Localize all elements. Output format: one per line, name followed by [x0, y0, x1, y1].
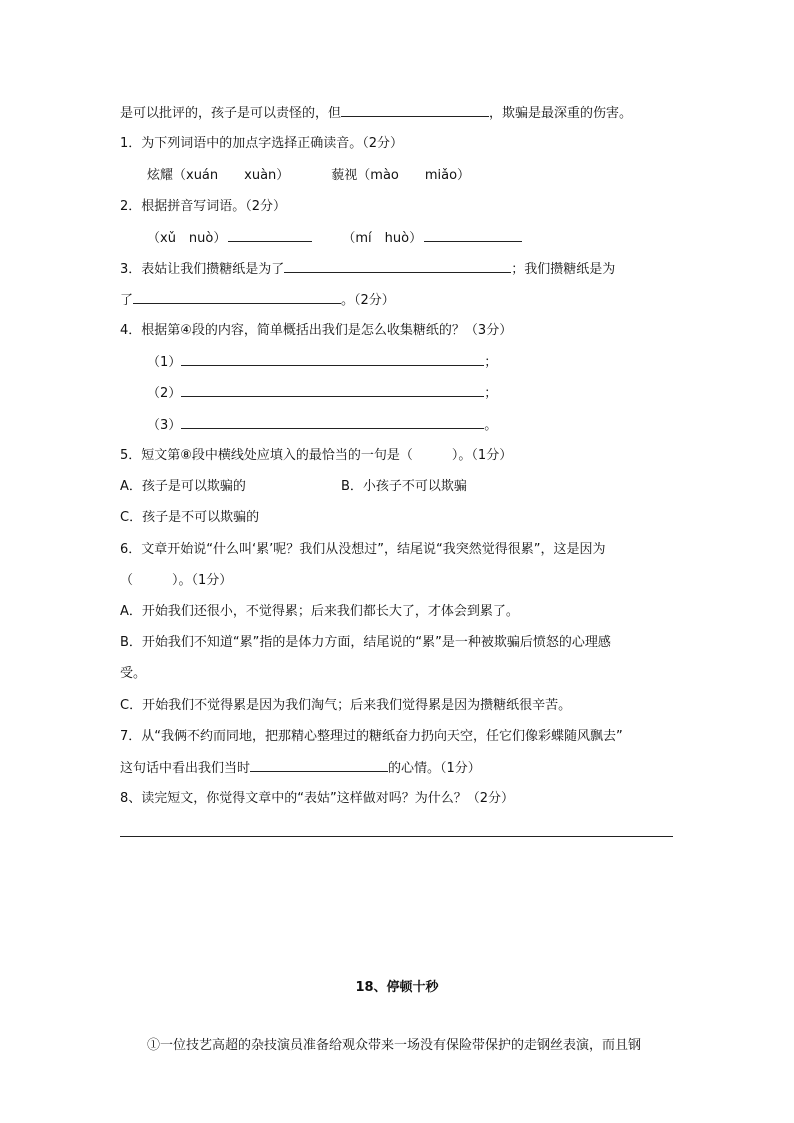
q4-item-end: 。	[484, 418, 498, 433]
intro-text-after: ，欺骗是最深重的伤害。	[489, 106, 633, 121]
question-2: 2．根据拼音写词语。（2分）	[120, 199, 287, 214]
q4-item-num: （3）	[147, 418, 182, 433]
q2-pinyin-row	[147, 229, 522, 248]
section-title: 18、停顿十秒	[355, 980, 439, 995]
q3-text-b: ；我们攒糖纸是为	[511, 262, 616, 277]
q1-word-1: 炫耀（xuán xuàn）	[147, 168, 290, 183]
question-5: 5．短文第⑧段中横线处应填入的最恰当的一句是（ ）。（1分）	[120, 448, 513, 463]
answer-blank[interactable]	[181, 416, 484, 429]
q7-text-a: 这句话中看出我们当时	[120, 761, 251, 776]
intro-text-before: 是可以批评的，孩子是可以责怪的，但	[120, 106, 342, 121]
q6-option-a: A．开始我们还很小，不觉得累；后来我们都长大了，才体会到累了。	[120, 604, 519, 619]
answer-blank[interactable]	[341, 104, 489, 117]
q3-text-a: 3．表姑让我们攒糖纸是为了	[120, 262, 285, 277]
answer-blank[interactable]	[250, 759, 388, 772]
question-8: 8、读完短文，你觉得文章中的“表姑”这样做对吗？为什么？（2分）	[120, 791, 515, 806]
question-3-line-2	[120, 291, 395, 310]
question-7-line-2	[120, 759, 481, 778]
q6-option-b-line-1: B．开始我们不知道“累”指的是体力方面，结尾说的“累”是一种被欺骗后愤怒的心理感	[120, 635, 611, 650]
q3-text-c: 了	[120, 293, 134, 308]
question-4: 4．根据第④段的内容，简单概括出我们是怎么收集糖纸的？（3分）	[120, 323, 513, 338]
answer-blank[interactable]	[424, 229, 522, 242]
q2-pinyin-1: （xǔ nuò）	[147, 231, 227, 246]
q4-item-num: （2）	[147, 386, 182, 401]
q5-option-a: A．孩子是可以欺骗的	[120, 479, 246, 494]
answer-blank[interactable]	[181, 384, 484, 397]
answer-blank[interactable]	[133, 291, 341, 304]
q4-item-2	[147, 384, 497, 403]
answer-blank[interactable]	[228, 229, 312, 242]
q1-word-row	[147, 167, 470, 185]
question-1: 1．为下列词语中的加点字选择正确读音。（2分）	[120, 136, 404, 151]
answer-line[interactable]	[120, 836, 673, 837]
section-paragraph-1: ①一位技艺高超的杂技演员准备给观众带来一场没有保险带保护的走钢丝表演，而且钢	[147, 1038, 642, 1053]
q4-item-num: （1）	[147, 355, 182, 370]
question-7: 7．从“我俩不约而同地，把那精心整理过的糖纸奋力扔向天空，任它们像彩蝶随风飘去”	[120, 729, 623, 744]
q4-item-3	[147, 416, 497, 435]
answer-blank[interactable]	[181, 353, 484, 366]
q4-item-end: ；	[484, 386, 498, 401]
q6-option-b-line-2: 受。	[120, 666, 147, 681]
q6-paren: （ ）。（1分）	[120, 573, 233, 588]
q6-option-c: C．开始我们不觉得累是因为我们淘气；后来我们觉得累是因为攒糖纸很辛苦。	[120, 698, 572, 713]
q3-text-d: 。（2分）	[341, 293, 395, 308]
q5-option-b: B．小孩子不可以欺骗	[341, 479, 467, 494]
intro-line	[120, 104, 632, 123]
q7-text-b: 的心情。（1分）	[388, 761, 481, 776]
q5-option-c: C．孩子是不可以欺骗的	[120, 510, 260, 525]
q2-pinyin-2: （mí huò）	[342, 231, 423, 246]
q4-item-end: ；	[484, 355, 498, 370]
question-6: 6．文章开始说“什么叫‘累’呢？我们从没想过”，结尾说“我突然觉得很累”，这是因为	[120, 542, 606, 557]
q1-word-2: 藐视（mào miǎo）	[331, 168, 471, 183]
q4-item-1	[147, 353, 497, 372]
question-3-line-1	[120, 260, 615, 279]
answer-blank[interactable]	[284, 260, 511, 273]
